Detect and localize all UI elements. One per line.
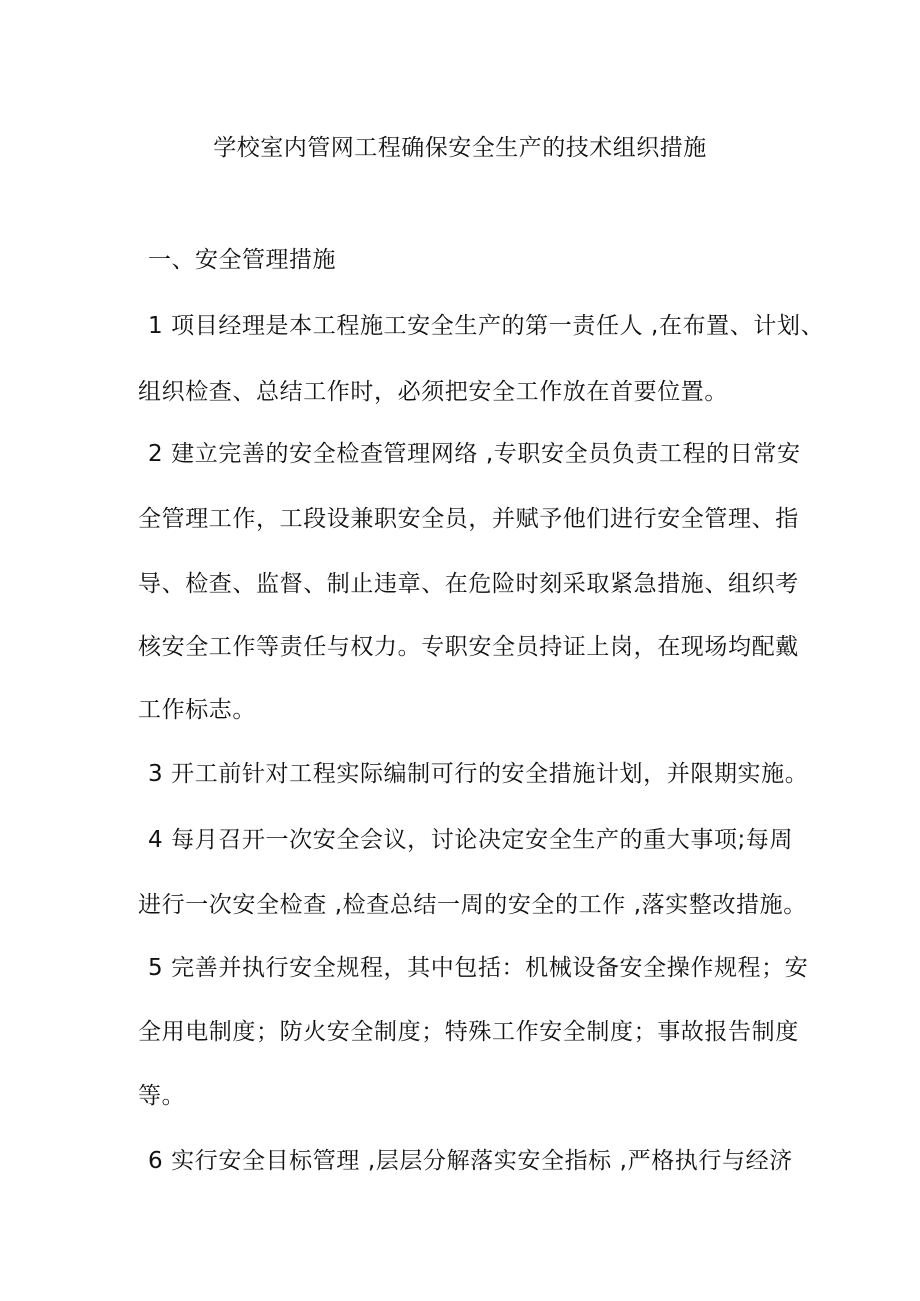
paragraph-line: 工作标志。 bbox=[138, 697, 256, 723]
document-title: 学校室内管网工程确保安全生产的技术组织措施 bbox=[213, 135, 707, 161]
paragraph-line: 导、检查、监督、制止违章、在危险时刻采取紧急措施、组织考 bbox=[138, 571, 799, 597]
paragraph-line: 5 完善并执行安全规程，其中包括：机械设备安全操作规程；安 bbox=[148, 955, 809, 981]
paragraph-line: 2 建立完善的安全检查管理网络 ,专职安全员负责工程的日常安 bbox=[148, 441, 801, 467]
paragraph-line: 1 项目经理是本工程施工安全生产的第一责任人 ,在布置、计划、 bbox=[148, 313, 825, 339]
paragraph-line: 4 每月召开一次安全会议，讨论决定安全生产的重大事项;每周 bbox=[148, 827, 794, 853]
paragraph-line: 组织检查、总结工作时，必须把安全工作放在首要位置。 bbox=[138, 379, 728, 405]
section-heading: 一、安全管理措施 bbox=[148, 247, 336, 273]
paragraph-line: 全管理工作，工段设兼职安全员，并赋予他们进行安全管理、指 bbox=[138, 506, 799, 532]
paragraph-line: 进行一次安全检查 ,检查总结一周的安全的工作 ,落实整改措施。 bbox=[138, 892, 807, 918]
paragraph-line: 3 开工前针对工程实际编制可行的安全措施计划，并限期实施。 bbox=[148, 761, 809, 787]
paragraph-line: 6 实行安全目标管理 ,层层分解落实安全指标 ,严格执行与经济 bbox=[148, 1148, 793, 1174]
paragraph-line: 等。 bbox=[138, 1083, 186, 1109]
paragraph-line: 全用电制度；防火安全制度；特殊工作安全制度；事故报告制度 bbox=[138, 1019, 799, 1045]
paragraph-line: 核安全工作等责任与权力。专职安全员持证上岗，在现场均配戴 bbox=[138, 634, 799, 660]
